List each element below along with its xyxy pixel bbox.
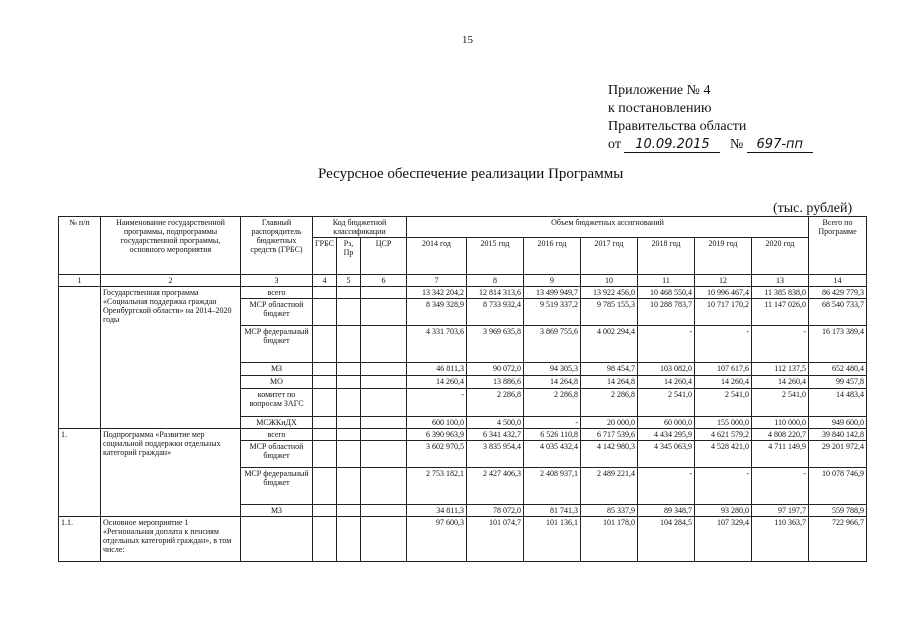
total-cell: 652 480,4 (809, 363, 867, 376)
amount-cell: - (638, 326, 695, 363)
grbs-cell: всего (241, 429, 313, 441)
column-index-row (59, 275, 867, 287)
code-cell (361, 429, 407, 441)
amount-cell: 2 408 937,1 (524, 468, 581, 505)
code-cell (337, 326, 361, 363)
amount-cell: 2 541,0 (695, 389, 752, 417)
amount-cell: 2 541,0 (638, 389, 695, 417)
amount-cell: 107 617,6 (695, 363, 752, 376)
code-cell (361, 299, 407, 326)
header-year: 2015 год (467, 238, 524, 275)
page-number: 15 (462, 34, 473, 46)
header-year: 2016 год (524, 238, 581, 275)
amount-cell: - (752, 468, 809, 505)
header-grbs: Главный распорядитель бюджетных средств (ГРБС) (241, 217, 313, 275)
amount-cell: 94 305,3 (524, 363, 581, 376)
amount-cell: 4 500,0 (467, 417, 524, 429)
header-year: 2017 год (581, 238, 638, 275)
amount-cell: 8 349 328,9 (407, 299, 467, 326)
amount-cell: 110 363,7 (752, 517, 809, 562)
grbs-cell: МЗ (241, 363, 313, 376)
amount-cell: 85 337,9 (581, 505, 638, 517)
code-cell (361, 363, 407, 376)
program-name: Государственная программа «Социальная поддержка граждан Оренбургской области» на 2014–2020 годы (101, 287, 241, 429)
amount-cell: 93 280,0 (695, 505, 752, 517)
amount-cell: 2 286,8 (467, 389, 524, 417)
grbs-cell: МСР федеральный бюджет (241, 468, 313, 505)
code-cell (361, 468, 407, 505)
amount-cell: 4 808 220,7 (752, 429, 809, 441)
amount-cell: - (695, 326, 752, 363)
code-cell (337, 441, 361, 468)
header-code-csr: ЦСР (361, 238, 407, 275)
amount-cell: 4 528 421,0 (695, 441, 752, 468)
amount-cell: 14 264,8 (524, 376, 581, 389)
column-index: 10 (581, 275, 638, 287)
amount-cell: 600 100,0 (407, 417, 467, 429)
amount-cell: 9 519 337,2 (524, 299, 581, 326)
total-cell: 10 078 746,9 (809, 468, 867, 505)
total-cell: 559 788,9 (809, 505, 867, 517)
total-cell: 29 201 972,4 (809, 441, 867, 468)
row-number: 1. (59, 429, 101, 517)
amount-cell: 14 260,4 (752, 376, 809, 389)
column-index: 7 (407, 275, 467, 287)
grbs-cell: МЗ (241, 505, 313, 517)
column-index: 4 (313, 275, 337, 287)
amount-cell: 3 969 635,8 (467, 326, 524, 363)
document-title: Ресурсное обеспечение реализации Программы (318, 166, 624, 182)
grbs-cell: МО (241, 376, 313, 389)
amount-cell: 81 741,3 (524, 505, 581, 517)
amount-cell: 6 717 539,6 (581, 429, 638, 441)
amount-cell: 13 886,6 (467, 376, 524, 389)
amount-cell: 2 286,8 (581, 389, 638, 417)
header-name: Наименование государственной программы, подпрограммы государственной программы, основного мероприятия (101, 217, 241, 275)
appendix-from-label: от (608, 137, 621, 152)
total-cell: 86 429 779,3 (809, 287, 867, 299)
column-index: 1 (59, 275, 101, 287)
appendix-number-label: № (729, 137, 744, 152)
amount-cell: 4 434 295,9 (638, 429, 695, 441)
table-row (59, 517, 867, 562)
code-cell (313, 429, 337, 441)
amount-cell: 107 329,4 (695, 517, 752, 562)
amount-cell: 101 136,1 (524, 517, 581, 562)
code-cell (313, 505, 337, 517)
amount-cell: 4 142 980,3 (581, 441, 638, 468)
amount-cell: 14 260,4 (638, 376, 695, 389)
row-number (59, 287, 101, 429)
code-cell (337, 517, 361, 562)
amount-cell: 103 082,0 (638, 363, 695, 376)
code-cell (337, 287, 361, 299)
amount-cell: 3 869 755,6 (524, 326, 581, 363)
total-cell: 722 966,7 (809, 517, 867, 562)
amount-cell: 4 345 063,9 (638, 441, 695, 468)
code-cell (313, 441, 337, 468)
amount-cell: 9 785 155,3 (581, 299, 638, 326)
code-cell (313, 417, 337, 429)
program-name: Основное мероприятие 1 «Региональная доплата к пенсиям отдельных категорий граждан», в том числе: (101, 517, 241, 562)
code-cell (361, 441, 407, 468)
code-cell (337, 299, 361, 326)
code-cell (313, 326, 337, 363)
header-code-rzpr: Рз, Пр (337, 238, 361, 275)
column-index: 2 (101, 275, 241, 287)
amount-cell: 101 178,0 (581, 517, 638, 562)
column-index: 9 (524, 275, 581, 287)
amount-cell: 90 072,0 (467, 363, 524, 376)
code-cell (313, 517, 337, 562)
code-cell (361, 326, 407, 363)
code-cell (313, 468, 337, 505)
code-cell (337, 363, 361, 376)
code-cell (337, 389, 361, 417)
amount-cell: 12 814 313,6 (467, 287, 524, 299)
amount-cell: 97 600,3 (407, 517, 467, 562)
amount-cell: 11 147 026,0 (752, 299, 809, 326)
code-cell (361, 417, 407, 429)
amount-cell: 10 717 170,2 (695, 299, 752, 326)
code-cell (313, 363, 337, 376)
total-cell: 14 483,4 (809, 389, 867, 417)
column-index: 3 (241, 275, 313, 287)
amount-cell: 20 000,0 (581, 417, 638, 429)
code-cell (337, 417, 361, 429)
code-cell (361, 287, 407, 299)
amount-cell: 13 342 204,2 (407, 287, 467, 299)
amount-cell: 10 288 783,7 (638, 299, 695, 326)
amount-cell: 2 427 406,3 (467, 468, 524, 505)
column-index: 13 (752, 275, 809, 287)
amount-cell: 4 002 294,4 (581, 326, 638, 363)
grbs-cell: всего (241, 287, 313, 299)
amount-cell: - (407, 389, 467, 417)
amount-cell: 3 602 970,5 (407, 441, 467, 468)
resolution-number: 697-пп (747, 137, 813, 153)
amount-cell: 6 526 110,8 (524, 429, 581, 441)
total-cell: 68 540 733,7 (809, 299, 867, 326)
amount-cell: 101 074,7 (467, 517, 524, 562)
code-cell (361, 389, 407, 417)
amount-cell: 4 035 432,4 (524, 441, 581, 468)
amount-cell: 14 264,8 (581, 376, 638, 389)
code-cell (313, 287, 337, 299)
amount-cell: 98 454,7 (581, 363, 638, 376)
amount-cell: 112 137,5 (752, 363, 809, 376)
amount-cell: 78 072,0 (467, 505, 524, 517)
code-cell (361, 517, 407, 562)
appendix-line-1: Приложение № 4 (608, 83, 711, 98)
amount-cell: 3 835 954,4 (467, 441, 524, 468)
grbs-cell: МСР федеральный бюджет (241, 326, 313, 363)
grbs-cell: МСР областной бюджет (241, 441, 313, 468)
amount-cell: 155 000,0 (695, 417, 752, 429)
resolution-date: 10.09.2015 (624, 137, 720, 153)
header-num: № п/п (59, 217, 101, 275)
amount-cell: 2 753 182,1 (407, 468, 467, 505)
table-row (59, 287, 867, 299)
column-index: 12 (695, 275, 752, 287)
amount-cell: 4 621 579,2 (695, 429, 752, 441)
appendix-line-2: к постановлению (608, 101, 712, 116)
units-label: (тыс. рублей) (773, 201, 853, 216)
header-code-grbs: ГРБС (313, 238, 337, 275)
amount-cell: 104 284,5 (638, 517, 695, 562)
amount-cell: 6 341 432,7 (467, 429, 524, 441)
code-cell (337, 468, 361, 505)
amount-cell: - (638, 468, 695, 505)
amount-cell: 14 260,4 (407, 376, 467, 389)
grbs-cell: МСР областной бюджет (241, 299, 313, 326)
amount-cell: 2 489 221,4 (581, 468, 638, 505)
amount-cell: 14 260,4 (695, 376, 752, 389)
code-cell (337, 376, 361, 389)
code-cell (361, 376, 407, 389)
amount-cell: 13 499 949,7 (524, 287, 581, 299)
amount-cell: 11 385 838,0 (752, 287, 809, 299)
header-year: 2019 год (695, 238, 752, 275)
column-index: 8 (467, 275, 524, 287)
program-name: Подпрограмма «Развитие мер социальной поддержки отдельных категорий граждан» (101, 429, 241, 517)
header-code-group: Код бюджетной классификации (313, 217, 407, 238)
amount-cell: - (524, 417, 581, 429)
header-volume-group: Объем бюджетных ассигнований (407, 217, 809, 238)
code-cell (313, 376, 337, 389)
code-cell (313, 389, 337, 417)
appendix-date-line (608, 136, 813, 154)
header-total: Всего по Программе (809, 217, 867, 275)
amount-cell: 2 541,0 (752, 389, 809, 417)
total-cell: 39 840 142,8 (809, 429, 867, 441)
column-index: 6 (361, 275, 407, 287)
appendix-line-3: Правительства области (608, 119, 747, 134)
amount-cell: 10 468 550,4 (638, 287, 695, 299)
amount-cell: 46 811,3 (407, 363, 467, 376)
amount-cell: 10 996 467,4 (695, 287, 752, 299)
amount-cell: 13 922 456,0 (581, 287, 638, 299)
column-index: 11 (638, 275, 695, 287)
amount-cell: 2 286,8 (524, 389, 581, 417)
amount-cell: 97 197,7 (752, 505, 809, 517)
amount-cell: 60 000,0 (638, 417, 695, 429)
row-number: 1.1. (59, 517, 101, 562)
grbs-cell: МСЖКиДХ (241, 417, 313, 429)
column-index: 14 (809, 275, 867, 287)
amount-cell: 4 711 149,9 (752, 441, 809, 468)
amount-cell: 6 390 963,9 (407, 429, 467, 441)
amount-cell: 34 811,3 (407, 505, 467, 517)
amount-cell: 110 000,0 (752, 417, 809, 429)
header-year: 2020 год (752, 238, 809, 275)
table-row (59, 429, 867, 441)
header-year: 2014 год (407, 238, 467, 275)
amount-cell: - (695, 468, 752, 505)
column-index: 5 (337, 275, 361, 287)
resource-table (58, 216, 867, 562)
total-cell: 99 457,8 (809, 376, 867, 389)
total-cell: 949 600,0 (809, 417, 867, 429)
code-cell (337, 429, 361, 441)
code-cell (313, 299, 337, 326)
code-cell (337, 505, 361, 517)
code-cell (361, 505, 407, 517)
amount-cell: 89 348,7 (638, 505, 695, 517)
grbs-cell: комитет по вопросам ЗАГС (241, 389, 313, 417)
amount-cell: - (752, 326, 809, 363)
header-year: 2018 год (638, 238, 695, 275)
amount-cell: 4 331 703,6 (407, 326, 467, 363)
amount-cell: 8 733 932,4 (467, 299, 524, 326)
total-cell: 16 173 389,4 (809, 326, 867, 363)
grbs-cell (241, 517, 313, 562)
